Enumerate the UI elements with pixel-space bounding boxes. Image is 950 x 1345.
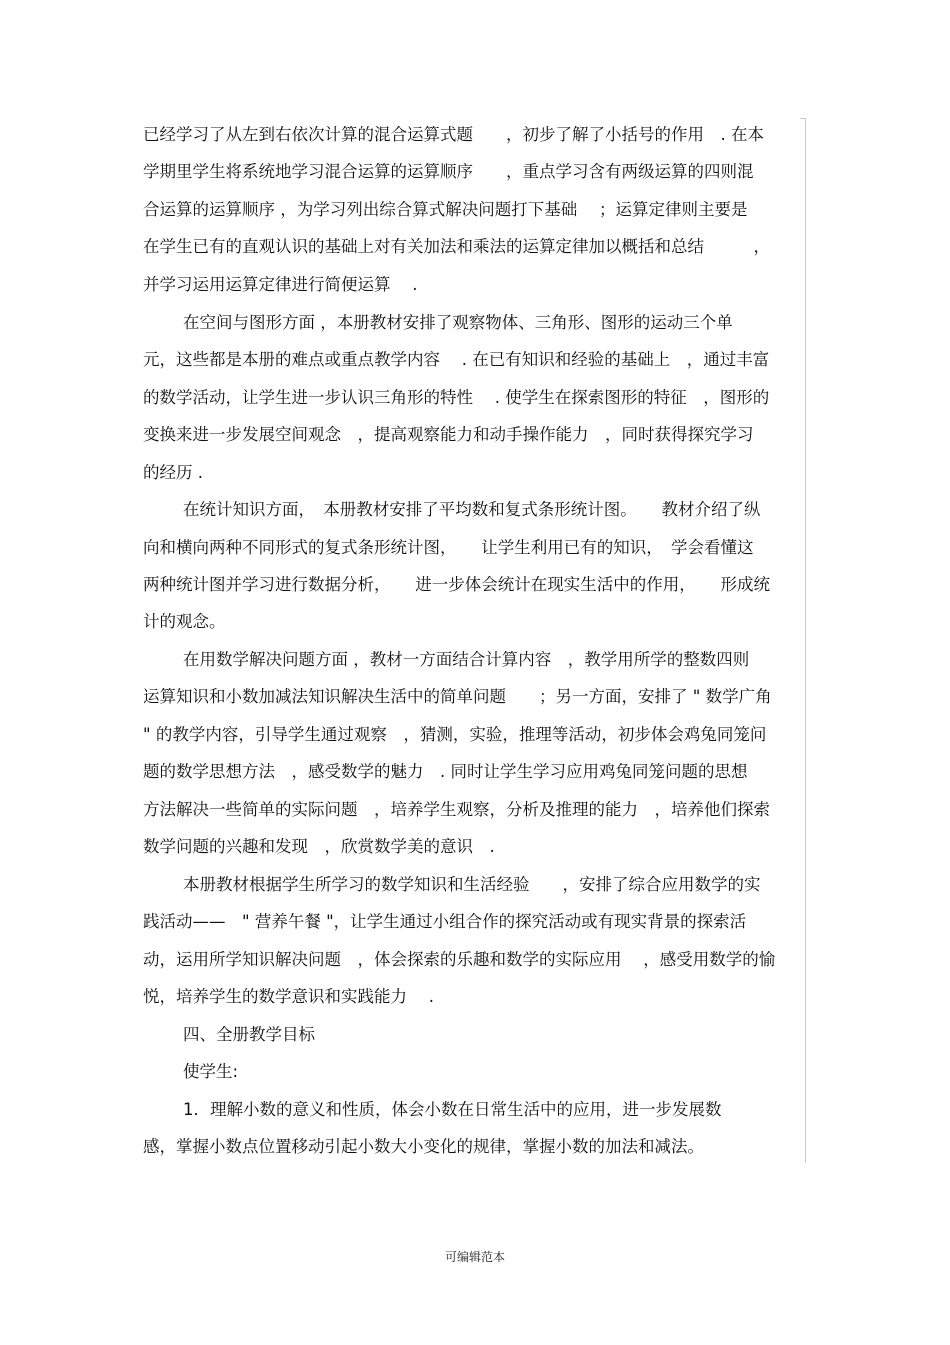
paragraph-line: 方法解决一些简单的实际问题 ，培养学生观察，分析及推理的能力 ，培养他们探索 [143, 800, 770, 819]
paragraph-line: 变换来进一步发展空间观念 ，提高观察能力和动手操作能力 ，同时获得探究学习 [143, 425, 754, 444]
paragraph-line: 悦，培养学生的数学意识和实践能力 . [143, 987, 434, 1006]
paragraph-line: 已经学习了从左到右依次计算的混合运算式题 ，初步了解了小括号的作用 . 在本 [143, 125, 764, 144]
paragraph-line: 动，运用所学知识解决问题 ，体会探索的乐趣和数学的实际应用 ，感受用数学的愉 [143, 950, 776, 969]
paragraph-line: 本册教材根据学生所学习的数学知识和生活经验 ，安排了综合应用数学的实 [183, 875, 761, 894]
paragraph-line: 1．理解小数的意义和性质，体会小数在日常生活中的应用，进一步发展数 [183, 1100, 722, 1119]
paragraph-line: 运算知识和小数加减法知识解决生活中的简单问题 ；另一方面，安排了 " 数学广角 [143, 687, 772, 706]
paragraph-line: 向和横向两种不同形式的复式条形统计图， 让学生利用已有的知识， 学会看懂这 [143, 538, 754, 557]
paragraph-line: 在空间与图形方面 ，本册教材安排了观察物体、三角形、图形的运动三个单 [183, 313, 733, 332]
paragraph-line: 数学问题的兴趣和发现 ，欣赏数学美的意识 . [143, 837, 495, 856]
paragraph-line: 感，掌握小数点位置移动引起小数大小变化的规律，掌握小数的加法和减法。 [143, 1137, 704, 1156]
paragraph-line: 合运算的运算顺序 ，为学习列出综合算式解决问题打下基础 ；运算定律则主要是 [143, 200, 748, 219]
paragraph-line: 两种统计图并学习进行数据分析， 进一步体会统计在现实生活中的作用， 形成统 [143, 575, 770, 594]
section-heading: 四、全册教学目标 [183, 1025, 315, 1044]
paragraph-line: 的数学活动，让学生进一步认识三角形的特性 . 使学生在探索图形的特征 ，图形的 [143, 388, 770, 407]
paragraph-line: 并学习运用运算定律进行简便运算 . [143, 275, 418, 294]
paragraph-line: 计的观念。 [143, 612, 226, 631]
paragraph-line: 的经历 . [143, 463, 203, 482]
paragraph-line: 践活动—— " 营养午餐 "，让学生通过小组合作的探究活动或有现实背景的探索活 [143, 912, 747, 931]
paragraph-line: 元，这些都是本册的难点或重点教学内容 . 在已有知识和经验的基础上 ，通过丰富 [143, 350, 770, 369]
paragraph-line: " 的教学内容，引导学生通过观察 ，猜测，实验，推理等活动，初步体会鸡兔同笼问 [143, 725, 767, 744]
paragraph-line: 在学生已有的直观认识的基础上对有关加法和乘法的运算定律加以概括和总结 ， [143, 237, 770, 256]
paragraph-line: 题的数学思想方法 ，感受数学的魅力 . 同时让学生学习应用鸡兔同笼问题的思想 [143, 762, 748, 781]
paragraph-line: 使学生: [183, 1062, 239, 1081]
paragraph-line: 学期里学生将系统地学习混合运算的运算顺序 ，重点学习含有两级运算的四则混 [143, 162, 754, 181]
paragraph-line: 在用数学解决问题方面 ，教材一方面结合计算内容 ，教学用所学的整数四则 [183, 650, 750, 669]
page-footer: 可编辑范本 [444, 1250, 505, 1264]
paragraph-line: 在统计知识方面， 本册教材安排了平均数和复式条形统计图。 教材介绍了纵 [183, 500, 761, 519]
